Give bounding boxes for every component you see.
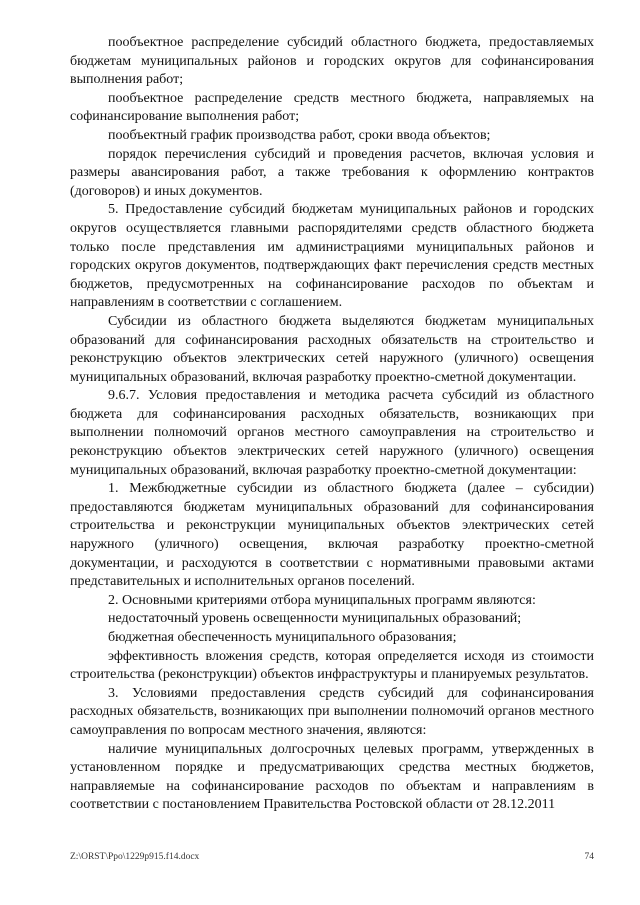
paragraph: пообъектный график производства работ, сроки ввода объектов;	[108, 127, 491, 143]
paragraph: 3. Условиями предоставления средств субсидий для софинансирования расходных обязательств, возникающих при выполнении полномочий органов местного самоуправления по вопросам местного значения, являются:	[70, 685, 594, 738]
paragraph: наличие муниципальных долгосрочных целевых программ, утвержденных в установленном порядке и предусматривающих средства местных бюджетов, направляемые на софинансирование расходов по объектам и направлениям в соответствии с постановлением Правительства Ростовской области от 28.12.2011	[70, 741, 594, 813]
paragraph: 5. Предоставление субсидий бюджетам муниципальных районов и городских округов осуществляется главными распорядителями средств областного бюджета только после представления им администрациями муниципальных районов и городских округов документов, подтверждающих факт перечисления средств местных бюджетов, предусмотренных на софинансирование расходов по объектам и направлениям в соответствии с соглашением.	[70, 202, 594, 311]
paragraph: Субсидии из областного бюджета выделяются бюджетам муниципальных образований для софинансирования расходных обязательств на строительство и реконструкцию объектов электрических сетей наружного (уличного) освещения муниципальных образований, включая разработку проектно-сметной документации.	[70, 313, 594, 385]
paragraph: пообъектное распределение субсидий областного бюджета, предоставляемых бюджетам муниципальных районов и городских округов для софинансирования выполнения работ;	[70, 35, 594, 88]
paragraph: 9.6.7. Условия предоставления и методика расчета субсидий из областного бюджета для софинансирования расходных обязательств, возникающих при выполнении полномочий органов местного самоуправления на строительство и реконструкцию объектов электрических сетей наружного (уличного) освещения муниципальных образований, включая разработку проектно-сметной документации:	[70, 388, 594, 478]
paragraph: порядок перечисления субсидий и проведения расчетов, включая условия и размеры авансирования работ, а также требования к оформлению контрактов (договоров) и иных документов.	[70, 146, 594, 199]
paragraph: недостаточный уровень освещенности муниципальных образований;	[108, 611, 522, 627]
paragraph: пообъектное распределение средств местного бюджета, направляемых на софинансирование выполнения работ;	[70, 90, 594, 125]
paragraph: бюджетная обеспеченность муниципального образования;	[108, 630, 457, 645]
paragraph: 2. Основными критериями отбора муниципальных программ являются:	[108, 592, 536, 608]
footer-file-path: Z:\ORST\Ppo\1229p915.f14.docx	[70, 852, 200, 862]
paragraph: эффективность вложения средств, которая определяется исходя из стоимости строительства (реконструкции) объектов инфраструктуры и планируемых результатов.	[70, 648, 594, 683]
page-number: 74	[584, 852, 594, 862]
paragraph: 1. Межбюджетные субсидии из областного бюджета (далее – субсидии) предоставляются бюджетам муниципальных образований для софинансирования строительства и реконструкции муниципальных объектов электрических сетей наружного (уличного) освещения, включая разработку проектно-сметной документации, и расходуются в соответствии с нормативными правовыми актами представительных и исполнительных органов поселений.	[70, 481, 594, 590]
document-body	[70, 34, 594, 815]
